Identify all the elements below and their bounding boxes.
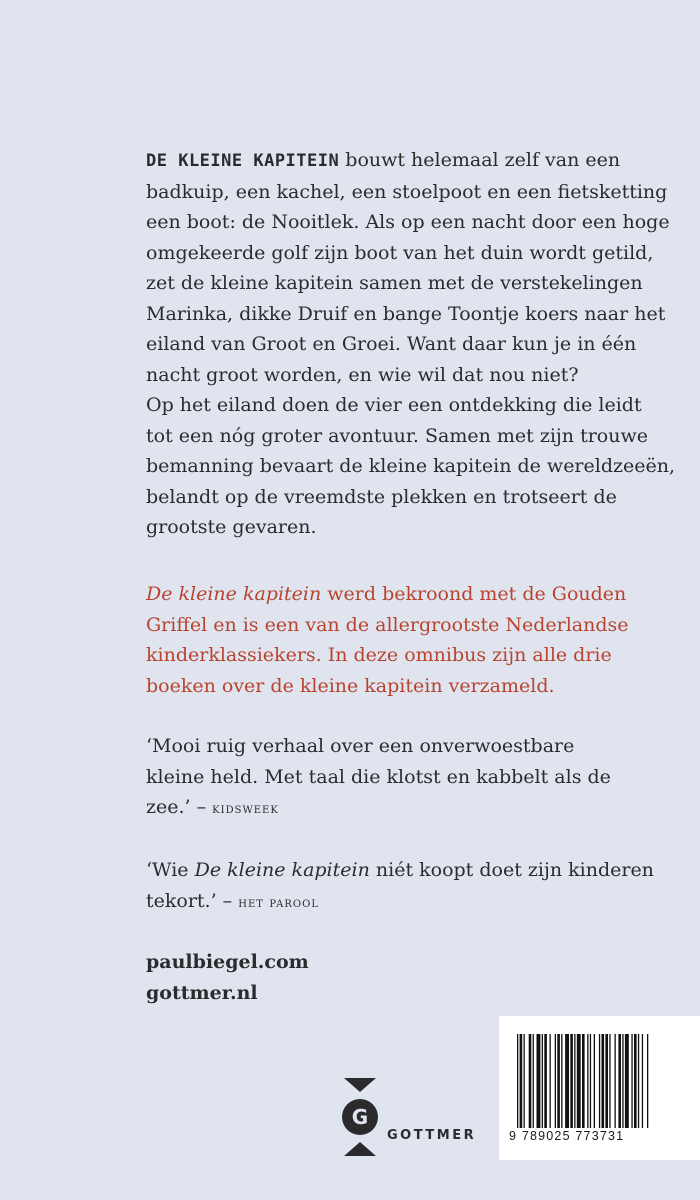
award-line: kinderklassiekers. In deze omnibus zijn alle drie bbox=[146, 644, 612, 666]
award-line: Griffel en is een van de allergrootste Nederlandse bbox=[146, 613, 629, 636]
award-paragraph bbox=[146, 579, 666, 701]
description-line: grootste gevaren. bbox=[146, 516, 317, 538]
description-paragraph bbox=[146, 145, 676, 543]
description-line: badkuip, een kachel, een stoelpoot en een fietsketting bbox=[146, 180, 668, 203]
isbn-number: 9 789025 773731 bbox=[509, 1129, 625, 1143]
description-line: belandt op de vreemdste plekken en trotseert de bbox=[146, 485, 617, 508]
quote-source: kidsweek bbox=[212, 801, 279, 817]
award-line: boeken over de kleine kapitein verzameld. bbox=[146, 674, 555, 697]
description-line: Marinka, dikke Druif en bange Toontje koers naar het bbox=[146, 302, 666, 325]
gottmer-logo-icon bbox=[340, 1077, 380, 1157]
description-line: DE KLEINE KAPITEIN bouwt helemaal zelf van een bbox=[146, 149, 621, 171]
barcode-icon bbox=[517, 1034, 689, 1128]
author-website-link[interactable]: paulbiegel.com bbox=[146, 951, 309, 973]
award-book-title: De kleine kapitein bbox=[146, 583, 322, 605]
quote-line: kleine held. Met taal die klotst en kabbelt als de bbox=[146, 765, 611, 788]
quote-line: zee.’ – kidsweek bbox=[146, 796, 279, 818]
publisher-name: GOTTMER bbox=[387, 1128, 477, 1143]
quote-line: ‘Mooi ruig verhaal over een onverwoestbare bbox=[146, 735, 575, 757]
description-line: eiland van Groot en Groei. Want daar kun je in één bbox=[146, 333, 637, 355]
quote-source: het parool bbox=[238, 894, 319, 911]
description-line: bemanning bevaart de kleine kapitein de wereldzeeën, bbox=[146, 455, 676, 477]
publisher-website-link[interactable]: gottmer.nl bbox=[146, 982, 258, 1004]
description-line: een boot: de Nooitlek. Als op een nacht door een hoge bbox=[146, 211, 670, 233]
isbn-barcode bbox=[499, 1016, 700, 1160]
description-line: tot een nóg groter avontuur. Samen met zijn trouwe bbox=[146, 424, 648, 447]
logo-letter: G bbox=[351, 1105, 369, 1129]
review-quote-het-parool bbox=[146, 855, 666, 918]
book-title: DE KLEINE KAPITEIN bbox=[146, 151, 340, 171]
description-line: zet de kleine kapitein samen met de verstekelingen bbox=[146, 272, 643, 294]
quote-line: ‘Wie De kleine kapitein niét koopt doet zijn kinderen bbox=[146, 859, 654, 881]
description-line: Op het eiland doen de vier een ontdekking die leidt bbox=[146, 394, 642, 416]
website-links bbox=[146, 947, 666, 1009]
description-line: omgekeerde golf zijn boot van het duin wordt getild, bbox=[146, 241, 654, 264]
description-line: nacht groot worden, en wie wil dat nou niet? bbox=[146, 363, 579, 386]
quote-line: tekort.’ – het parool bbox=[146, 889, 319, 912]
review-quote-kidsweek bbox=[146, 731, 666, 825]
award-line: De kleine kapitein werd bekroond met de Gouden bbox=[146, 583, 627, 605]
